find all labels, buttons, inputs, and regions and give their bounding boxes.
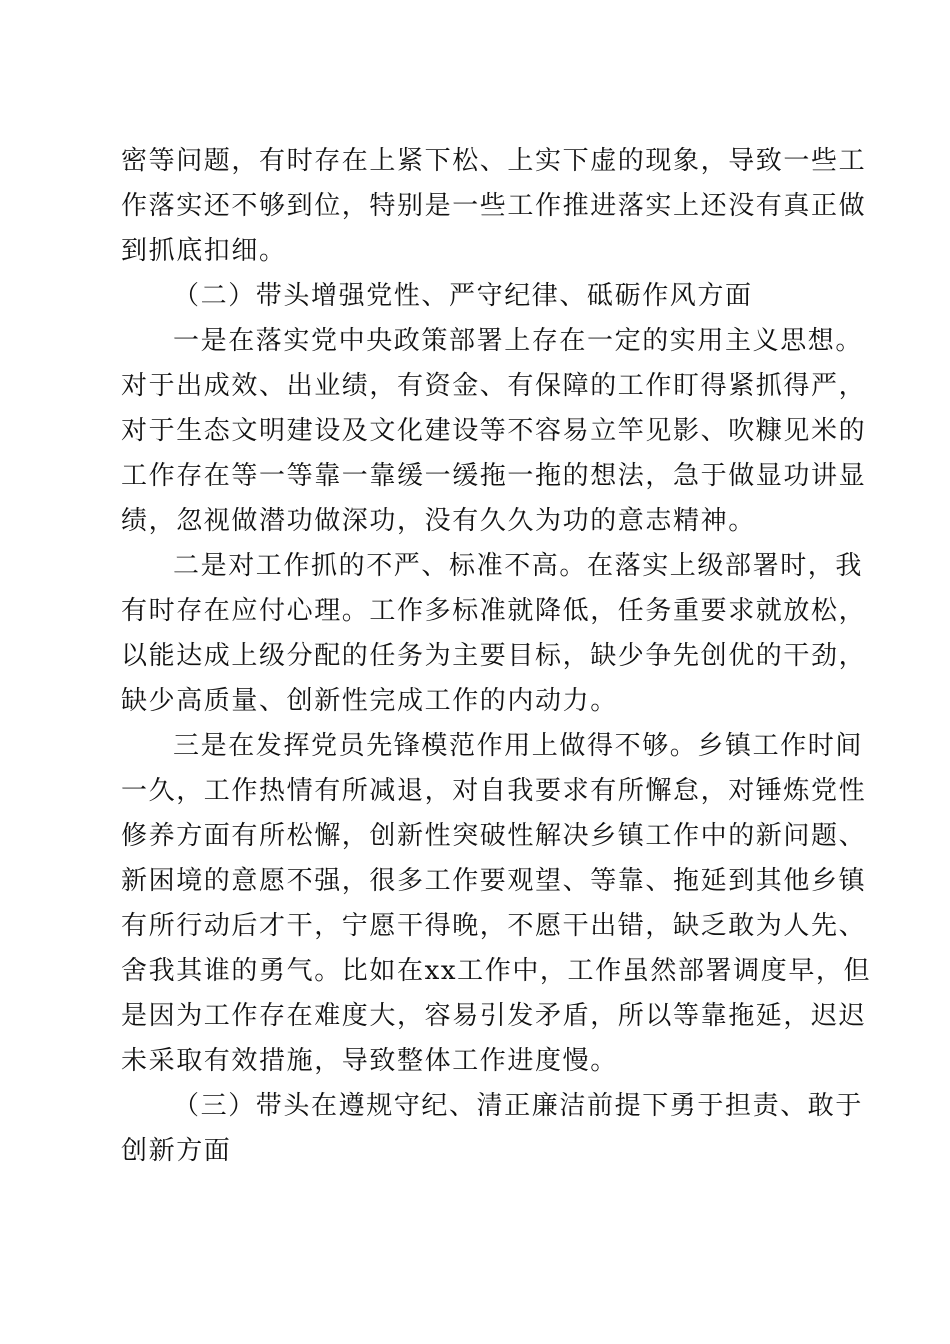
paragraph-line: 新困境的意愿不强，很多工作要观望、等靠、拖延到其他乡镇: [121, 866, 867, 896]
paragraph-line: 修养方面有所松懈，创新性突破性解决乡镇工作中的新问题、: [121, 821, 867, 851]
paragraph-line: 密等问题，有时存在上紧下松、上实下虚的现象，导致一些工: [121, 146, 867, 176]
section-heading: （三）带头在遵规守纪、清正廉洁前提下勇于担责、敢于: [173, 1091, 864, 1121]
paragraph-line: 缺少高质量、创新性完成工作的内动力。: [121, 686, 618, 716]
paragraph-line: 作落实还不够到位，特别是一些工作推进落实上还没有真正做: [121, 191, 867, 221]
section-heading: （二）带头增强党性、严守纪律、砥砺作风方面: [173, 281, 753, 311]
paragraph-line: 工作存在等一等靠一靠缓一缓拖一拖的想法，急于做显功讲显: [121, 461, 867, 491]
paragraph-line: 到抓底扣细。: [121, 236, 287, 266]
paragraph-line: 有时存在应付心理。工作多标准就降低，任务重要求就放松，: [121, 596, 867, 626]
paragraph-line: 未采取有效措施，导致整体工作进度慢。: [121, 1046, 618, 1076]
paragraph-line: 三是在发挥党员先锋模范作用上做得不够。乡镇工作时间: [173, 731, 864, 761]
paragraph-line: 以能达成上级分配的任务为主要目标，缺少争先创优的干劲，: [121, 641, 867, 671]
paragraph-line: 一久，工作热情有所减退，对自我要求有所懈怠，对锤炼党性: [121, 776, 867, 806]
document-body: [121, 139, 872, 1174]
paragraph-line: 舍我其谁的勇气。比如在xx工作中，工作虽然部署调度早，但: [121, 956, 872, 986]
paragraph-line: 二是对工作抓的不严、标准不高。在落实上级部署时，我: [173, 551, 864, 581]
paragraph-line: 对于出成效、出业绩，有资金、有保障的工作盯得紧抓得严，: [121, 371, 867, 401]
paragraph-line: 对于生态文明建设及文化建设等不容易立竿见影、吹糠见米的: [121, 416, 867, 446]
paragraph-line: 绩，忽视做潜功做深功，没有久久为功的意志精神。: [121, 506, 756, 536]
paragraph-line: 一是在落实党中央政策部署上存在一定的实用主义思想。: [173, 326, 864, 356]
paragraph-line: 是因为工作存在难度大，容易引发矛盾，所以等靠拖延，迟迟: [121, 1001, 867, 1031]
paragraph-line: 有所行动后才干，宁愿干得晚，不愿干出错，缺乏敢为人先、: [121, 911, 867, 941]
section-heading-continuation: 创新方面: [121, 1136, 232, 1166]
